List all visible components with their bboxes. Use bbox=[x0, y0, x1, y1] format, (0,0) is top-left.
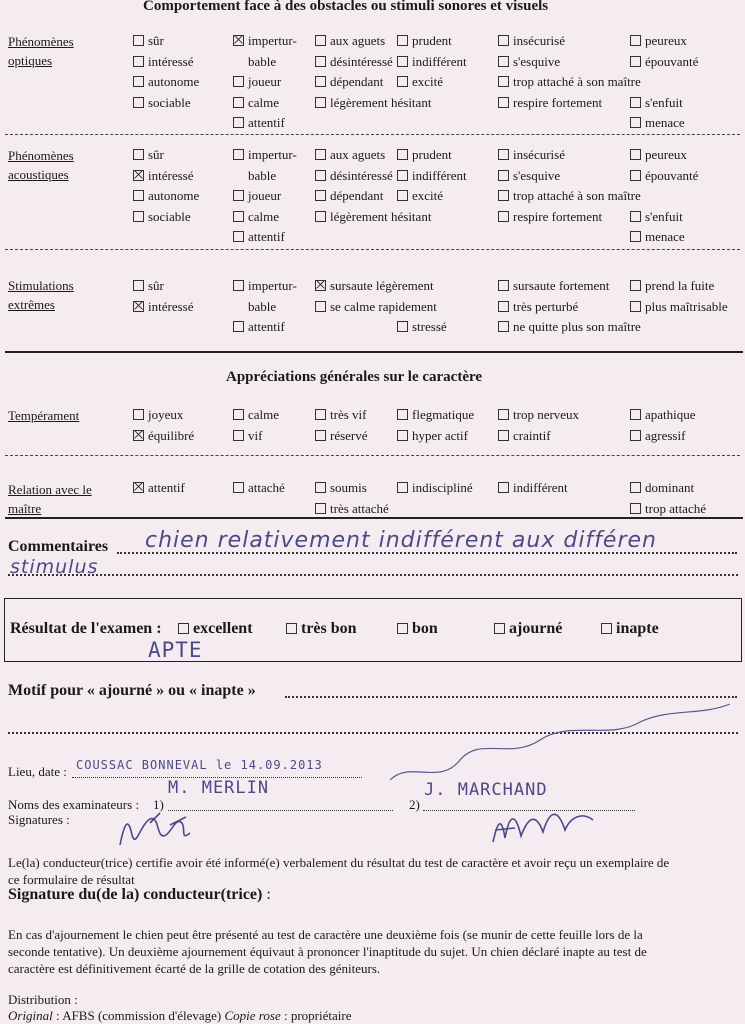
checkbox[interactable] bbox=[630, 35, 641, 46]
checkbox-row[interactable]: s'enfuit bbox=[630, 93, 698, 114]
extremes-label-1: Stimulations bbox=[8, 278, 74, 293]
checkbox[interactable] bbox=[397, 76, 408, 87]
checkbox-row[interactable]: sûr bbox=[133, 276, 193, 297]
checkbox[interactable] bbox=[630, 117, 641, 128]
acoustiques-col2 bbox=[233, 145, 297, 248]
extremes-col1 bbox=[133, 276, 193, 317]
checkbox-row[interactable]: sociable bbox=[133, 207, 199, 228]
checkbox-row[interactable]: ne quitte plus son maître bbox=[498, 317, 641, 338]
checkbox[interactable] bbox=[315, 170, 326, 181]
commentaires-handwriting-1: chien relativement indifférent aux différen bbox=[145, 528, 657, 553]
checkbox[interactable] bbox=[133, 280, 144, 291]
optiques-label-1: Phénomènes bbox=[8, 34, 74, 49]
checkbox[interactable] bbox=[397, 409, 408, 420]
checkbox[interactable] bbox=[498, 280, 509, 291]
checkbox-row[interactable]: se calme rapidement bbox=[315, 297, 437, 318]
checkbox-row[interactable]: respire fortement bbox=[498, 93, 641, 114]
checkbox-row[interactable]: légèrement hésitant bbox=[315, 93, 431, 114]
checkbox[interactable] bbox=[630, 409, 641, 420]
optiques-col4 bbox=[397, 31, 467, 93]
checkbox[interactable] bbox=[133, 190, 144, 201]
acoustiques-label-2: acoustiques bbox=[8, 167, 69, 182]
checkbox[interactable] bbox=[133, 211, 144, 222]
optiques-col1 bbox=[133, 31, 199, 113]
checkbox[interactable] bbox=[233, 321, 244, 332]
checkbox[interactable] bbox=[498, 76, 509, 87]
checkbox[interactable] bbox=[133, 76, 144, 87]
relation-col3 bbox=[315, 478, 389, 519]
checkbox[interactable] bbox=[498, 409, 509, 420]
checkbox[interactable] bbox=[397, 190, 408, 201]
lieu-handwriting: COUSSAC BONNEVAL le 14.09.2013 bbox=[76, 758, 323, 772]
checkbox-row[interactable]: intéressé bbox=[133, 297, 193, 318]
checkbox-row[interactable]: insécurisé bbox=[498, 31, 641, 52]
signature-1-icon bbox=[110, 805, 250, 855]
checkbox[interactable] bbox=[315, 149, 326, 160]
option-text: bable bbox=[248, 53, 277, 69]
checkbox[interactable] bbox=[630, 280, 641, 291]
extremes-col6 bbox=[630, 276, 728, 317]
certification-text-1: Le(la) conducteur(trice) certifie avoir été informé(e) verbalement du résultat du test de caractère et avoir reçu un exemplaire de bbox=[8, 855, 670, 870]
checkbox-row[interactable]: attentif bbox=[233, 113, 297, 134]
checkbox-row[interactable]: joueur bbox=[233, 72, 297, 93]
resultat-option-inapte[interactable]: inapte bbox=[601, 620, 659, 638]
checkbox-row[interactable]: joyeux bbox=[133, 405, 194, 426]
checkbox-row[interactable]: très perturbé bbox=[498, 297, 641, 318]
distribution-label: Distribution : bbox=[8, 992, 78, 1007]
checkbox-row[interactable]: vif bbox=[233, 426, 279, 447]
checkbox-checked[interactable] bbox=[233, 35, 244, 46]
checkbox[interactable] bbox=[133, 409, 144, 420]
checkbox-row[interactable]: apathique bbox=[630, 405, 696, 426]
checkbox-row[interactable]: calme bbox=[233, 93, 297, 114]
checkbox[interactable] bbox=[233, 409, 244, 420]
checkbox[interactable] bbox=[133, 35, 144, 46]
extremes-col2 bbox=[233, 276, 297, 338]
checkbox-checked[interactable] bbox=[133, 482, 144, 493]
divider bbox=[5, 455, 740, 456]
commentaires-handwriting-2: stimulus bbox=[10, 556, 99, 578]
checkbox-row[interactable]: trop attaché bbox=[630, 499, 706, 520]
relation-col6 bbox=[630, 478, 706, 519]
checkbox[interactable] bbox=[498, 430, 509, 441]
section1-title: Comportement face à des obstacles ou stimuli sonores et visuels bbox=[143, 0, 549, 14]
checkbox-row[interactable]: flegmatique bbox=[397, 405, 474, 426]
squiggle-mark-icon bbox=[380, 700, 740, 790]
checkbox-row[interactable]: désintéressé bbox=[315, 166, 431, 187]
checkbox[interactable] bbox=[494, 623, 505, 634]
checkbox[interactable] bbox=[498, 35, 509, 46]
divider bbox=[5, 134, 740, 135]
checkbox[interactable] bbox=[133, 149, 144, 160]
checkbox-row[interactable]: sociable bbox=[133, 93, 199, 114]
examinateurs-label: Noms des examinateurs : bbox=[8, 797, 140, 812]
checkbox[interactable] bbox=[178, 623, 189, 634]
checkbox-row[interactable]: menace bbox=[630, 113, 698, 134]
checkbox[interactable] bbox=[630, 149, 641, 160]
checkbox-row[interactable]: attentif bbox=[233, 317, 297, 338]
checkbox[interactable] bbox=[233, 482, 244, 493]
checkbox[interactable] bbox=[397, 170, 408, 181]
option-text: bable bbox=[248, 298, 277, 314]
examinateur-1-name: M. MERLIN bbox=[168, 778, 270, 798]
checkbox[interactable] bbox=[498, 170, 509, 181]
checkbox[interactable] bbox=[315, 482, 326, 493]
notice-line-1: En cas d'ajournement le chien peut être présenté au test de caractère une deuxième fois (se munir de cette feuille lors de la bbox=[8, 927, 643, 942]
section-divider bbox=[5, 351, 743, 353]
checkbox[interactable] bbox=[233, 190, 244, 201]
checkbox-row[interactable]: réservé bbox=[315, 426, 368, 447]
checkbox-row[interactable]: dépendant bbox=[315, 186, 431, 207]
section-divider bbox=[5, 517, 743, 519]
checkbox-row[interactable]: intéressé bbox=[133, 52, 199, 73]
notice-line-2: seconde tentative). Un deuxième ajournement équivaut à prononcer l'inaptitude du sujet. Un chien déclaré inapte au test de bbox=[8, 944, 647, 959]
option-text: bable bbox=[248, 167, 277, 183]
checkbox[interactable] bbox=[315, 56, 326, 67]
checkbox-checked[interactable] bbox=[133, 430, 144, 441]
checkbox-row[interactable]: équilibré bbox=[133, 426, 194, 447]
acoustiques-col5 bbox=[498, 145, 641, 227]
checkbox-row[interactable]: s'enfuit bbox=[630, 207, 698, 228]
checkbox-row[interactable]: indifférent bbox=[397, 166, 467, 187]
checkbox-row[interactable]: soumis bbox=[315, 478, 389, 499]
signatures-label: Signatures : bbox=[8, 812, 70, 827]
checkbox[interactable] bbox=[397, 482, 408, 493]
checkbox[interactable] bbox=[315, 211, 326, 222]
checkbox[interactable] bbox=[315, 190, 326, 201]
checkbox[interactable] bbox=[498, 56, 509, 67]
acoustiques-col1 bbox=[133, 145, 199, 227]
resultat-label: Résultat de l'examen : bbox=[10, 620, 162, 637]
checkbox[interactable] bbox=[133, 56, 144, 67]
checkbox[interactable] bbox=[397, 149, 408, 160]
checkbox-row[interactable]: s'esquive bbox=[498, 52, 641, 73]
checkbox[interactable] bbox=[233, 76, 244, 87]
checkbox[interactable] bbox=[233, 231, 244, 242]
checkbox[interactable] bbox=[233, 117, 244, 128]
checkbox-row[interactable]: trop attaché à son maître bbox=[498, 72, 641, 93]
checkbox[interactable] bbox=[630, 430, 641, 441]
checkbox-row[interactable]: excité bbox=[397, 186, 467, 207]
checkbox-row[interactable]: hyper actif bbox=[397, 426, 474, 447]
distribution-text: Original : AFBS (commission d'élevage) Copie rose : propriétaire bbox=[8, 1008, 352, 1023]
extremes-label-2: extrêmes bbox=[8, 297, 55, 312]
section2-title: Appréciations générales sur le caractère bbox=[226, 369, 483, 385]
checkbox[interactable] bbox=[630, 97, 641, 108]
extremes-col3 bbox=[315, 276, 437, 317]
checkbox-row[interactable]: attentif bbox=[233, 227, 297, 248]
checkbox-row[interactable]: excité bbox=[397, 72, 467, 93]
signature-2-icon bbox=[485, 800, 615, 850]
checkbox-row[interactable]: calme bbox=[233, 405, 279, 426]
certification-text-2: ce formulaire de résultat bbox=[8, 872, 135, 887]
checkbox-row[interactable]: trop attaché à son maître bbox=[498, 186, 641, 207]
relation-col5[interactable]: indifférent bbox=[498, 478, 568, 499]
checkbox-row[interactable]: intéressé bbox=[133, 166, 199, 187]
optiques-col5 bbox=[498, 31, 641, 113]
examinateur-1-number: 1) bbox=[153, 797, 164, 812]
checkbox[interactable] bbox=[498, 97, 509, 108]
relation-label-2: maître bbox=[8, 501, 42, 516]
checkbox[interactable] bbox=[630, 211, 641, 222]
checkbox-row[interactable]: impertur- bbox=[233, 145, 297, 166]
checkbox-row[interactable]: sûr bbox=[133, 145, 199, 166]
checkbox-row[interactable]: trop nerveux bbox=[498, 405, 579, 426]
checkbox-row[interactable]: dépendant bbox=[315, 72, 431, 93]
checkbox-row[interactable]: autonome bbox=[133, 186, 199, 207]
checkbox[interactable] bbox=[315, 35, 326, 46]
checkbox-row[interactable]: peureux bbox=[630, 145, 698, 166]
resultat-handwriting: APTE bbox=[148, 638, 203, 662]
checkbox[interactable] bbox=[630, 56, 641, 67]
checkbox[interactable] bbox=[233, 211, 244, 222]
relation-col4[interactable]: indiscipliné bbox=[397, 478, 473, 499]
checkbox[interactable] bbox=[286, 623, 297, 634]
temperament-col4 bbox=[397, 405, 474, 446]
extremes-col5 bbox=[498, 276, 641, 338]
temperament-col6 bbox=[630, 405, 696, 446]
temperament-col1 bbox=[133, 405, 194, 446]
checkbox[interactable] bbox=[233, 430, 244, 441]
checkbox[interactable] bbox=[397, 56, 408, 67]
commentaires-label: Commentaires bbox=[8, 538, 109, 555]
checkbox-row[interactable]: impertur- bbox=[233, 276, 297, 297]
checkbox-row[interactable]: sursaute fortement bbox=[498, 276, 641, 297]
checkbox[interactable] bbox=[498, 149, 509, 160]
checkbox[interactable] bbox=[315, 430, 326, 441]
checkbox-row[interactable]: peureux bbox=[630, 31, 698, 52]
checkbox[interactable] bbox=[630, 482, 641, 493]
checkbox-row[interactable]: indifférent bbox=[397, 52, 467, 73]
checkbox[interactable] bbox=[397, 430, 408, 441]
commentaires-line-2[interactable] bbox=[8, 574, 738, 576]
checkbox[interactable] bbox=[315, 503, 326, 514]
checkbox[interactable] bbox=[233, 280, 244, 291]
checkbox-row[interactable]: aux aguets bbox=[315, 31, 431, 52]
checkbox[interactable] bbox=[315, 301, 326, 312]
notice-line-3: caractère est définitivement écarté de la grille de cotation des géniteurs. bbox=[8, 961, 381, 976]
examinateur-2-name: J. MARCHAND bbox=[424, 780, 548, 800]
checkbox-row[interactable]: épouvanté bbox=[630, 166, 698, 187]
checkbox[interactable] bbox=[397, 623, 408, 634]
checkbox[interactable] bbox=[630, 503, 641, 514]
checkbox-row[interactable]: désintéressé bbox=[315, 52, 431, 73]
checkbox[interactable] bbox=[630, 231, 641, 242]
checkbox[interactable] bbox=[498, 211, 509, 222]
checkbox-checked[interactable] bbox=[133, 170, 144, 181]
temperament-col5 bbox=[498, 405, 579, 446]
signature-conducteur-label: Signature du(de la) conducteur(trice) : bbox=[8, 886, 271, 903]
extremes-stresse[interactable]: stressé bbox=[397, 317, 447, 338]
checkbox-row[interactable]: sursaute légèrement bbox=[315, 276, 437, 297]
relation-col1[interactable]: attentif bbox=[133, 478, 185, 499]
checkbox-row[interactable]: impertur- bbox=[233, 31, 297, 52]
examinateur-2-number: 2) bbox=[409, 797, 420, 812]
checkbox[interactable] bbox=[601, 623, 612, 634]
resultat-option-tres-bon[interactable]: très bon bbox=[286, 620, 357, 638]
checkbox-row[interactable]: s'esquive bbox=[498, 166, 641, 187]
divider bbox=[5, 249, 740, 250]
checkbox[interactable] bbox=[498, 482, 509, 493]
checkbox[interactable] bbox=[397, 35, 408, 46]
relation-label-1: Relation avec le bbox=[8, 482, 92, 497]
checkbox-row[interactable]: sûr bbox=[133, 31, 199, 52]
checkbox[interactable] bbox=[498, 190, 509, 201]
lieu-label: Lieu, date : bbox=[8, 764, 67, 779]
acoustiques-col4 bbox=[397, 145, 467, 207]
checkbox-row[interactable]: légèrement hésitant bbox=[315, 207, 431, 228]
checkbox-row[interactable]: très attaché bbox=[315, 499, 389, 520]
motif-label: Motif pour « ajourné » ou « inapte » bbox=[8, 682, 256, 699]
checkbox[interactable] bbox=[498, 321, 509, 332]
resultat-option-excellent[interactable]: excellent bbox=[178, 620, 253, 638]
acoustiques-col6 bbox=[630, 145, 698, 248]
checkbox-checked[interactable] bbox=[133, 301, 144, 312]
checkbox-row[interactable]: craintif bbox=[498, 426, 579, 447]
checkbox-row[interactable]: aux aguets bbox=[315, 145, 431, 166]
checkbox-row[interactable]: calme bbox=[233, 207, 297, 228]
optiques-label-2: optiques bbox=[8, 53, 53, 68]
checkbox-row[interactable]: insécurisé bbox=[498, 145, 641, 166]
temperament-label: Tempérament bbox=[8, 408, 80, 423]
checkbox-row[interactable]: menace bbox=[630, 227, 698, 248]
checkbox-row[interactable]: autonome bbox=[133, 72, 199, 93]
optiques-col2 bbox=[233, 31, 297, 134]
checkbox[interactable] bbox=[233, 149, 244, 160]
checkbox-row[interactable]: dominant bbox=[630, 478, 706, 499]
checkbox-row[interactable]: plus maîtrisable bbox=[630, 297, 728, 318]
checkbox-row[interactable]: joueur bbox=[233, 186, 297, 207]
checkbox-row[interactable]: agressif bbox=[630, 426, 696, 447]
checkbox[interactable] bbox=[630, 301, 641, 312]
temperament-col3 bbox=[315, 405, 368, 446]
motif-line-1[interactable] bbox=[285, 696, 737, 698]
checkbox[interactable] bbox=[315, 76, 326, 87]
checkbox[interactable] bbox=[133, 97, 144, 108]
checkbox-row[interactable]: épouvanté bbox=[630, 52, 698, 73]
checkbox-row[interactable]: très vif bbox=[315, 405, 368, 426]
checkbox-checked[interactable] bbox=[315, 280, 326, 291]
checkbox[interactable] bbox=[397, 321, 408, 332]
resultat-option-bon[interactable]: bon bbox=[397, 620, 438, 638]
checkbox[interactable] bbox=[315, 409, 326, 420]
checkbox[interactable] bbox=[630, 170, 641, 181]
checkbox[interactable] bbox=[498, 301, 509, 312]
checkbox-row[interactable]: prudent bbox=[397, 31, 467, 52]
acoustiques-label-1: Phénomènes bbox=[8, 148, 74, 163]
checkbox-row[interactable]: prudent bbox=[397, 145, 467, 166]
optiques-col6 bbox=[630, 31, 698, 134]
checkbox[interactable] bbox=[315, 97, 326, 108]
resultat-option-ajourne[interactable]: ajourné bbox=[494, 620, 562, 638]
checkbox-row[interactable]: respire fortement bbox=[498, 207, 641, 228]
temperament-col2 bbox=[233, 405, 279, 446]
checkbox-row[interactable]: prend la fuite bbox=[630, 276, 728, 297]
relation-col2[interactable]: attaché bbox=[233, 478, 285, 499]
checkbox[interactable] bbox=[233, 97, 244, 108]
